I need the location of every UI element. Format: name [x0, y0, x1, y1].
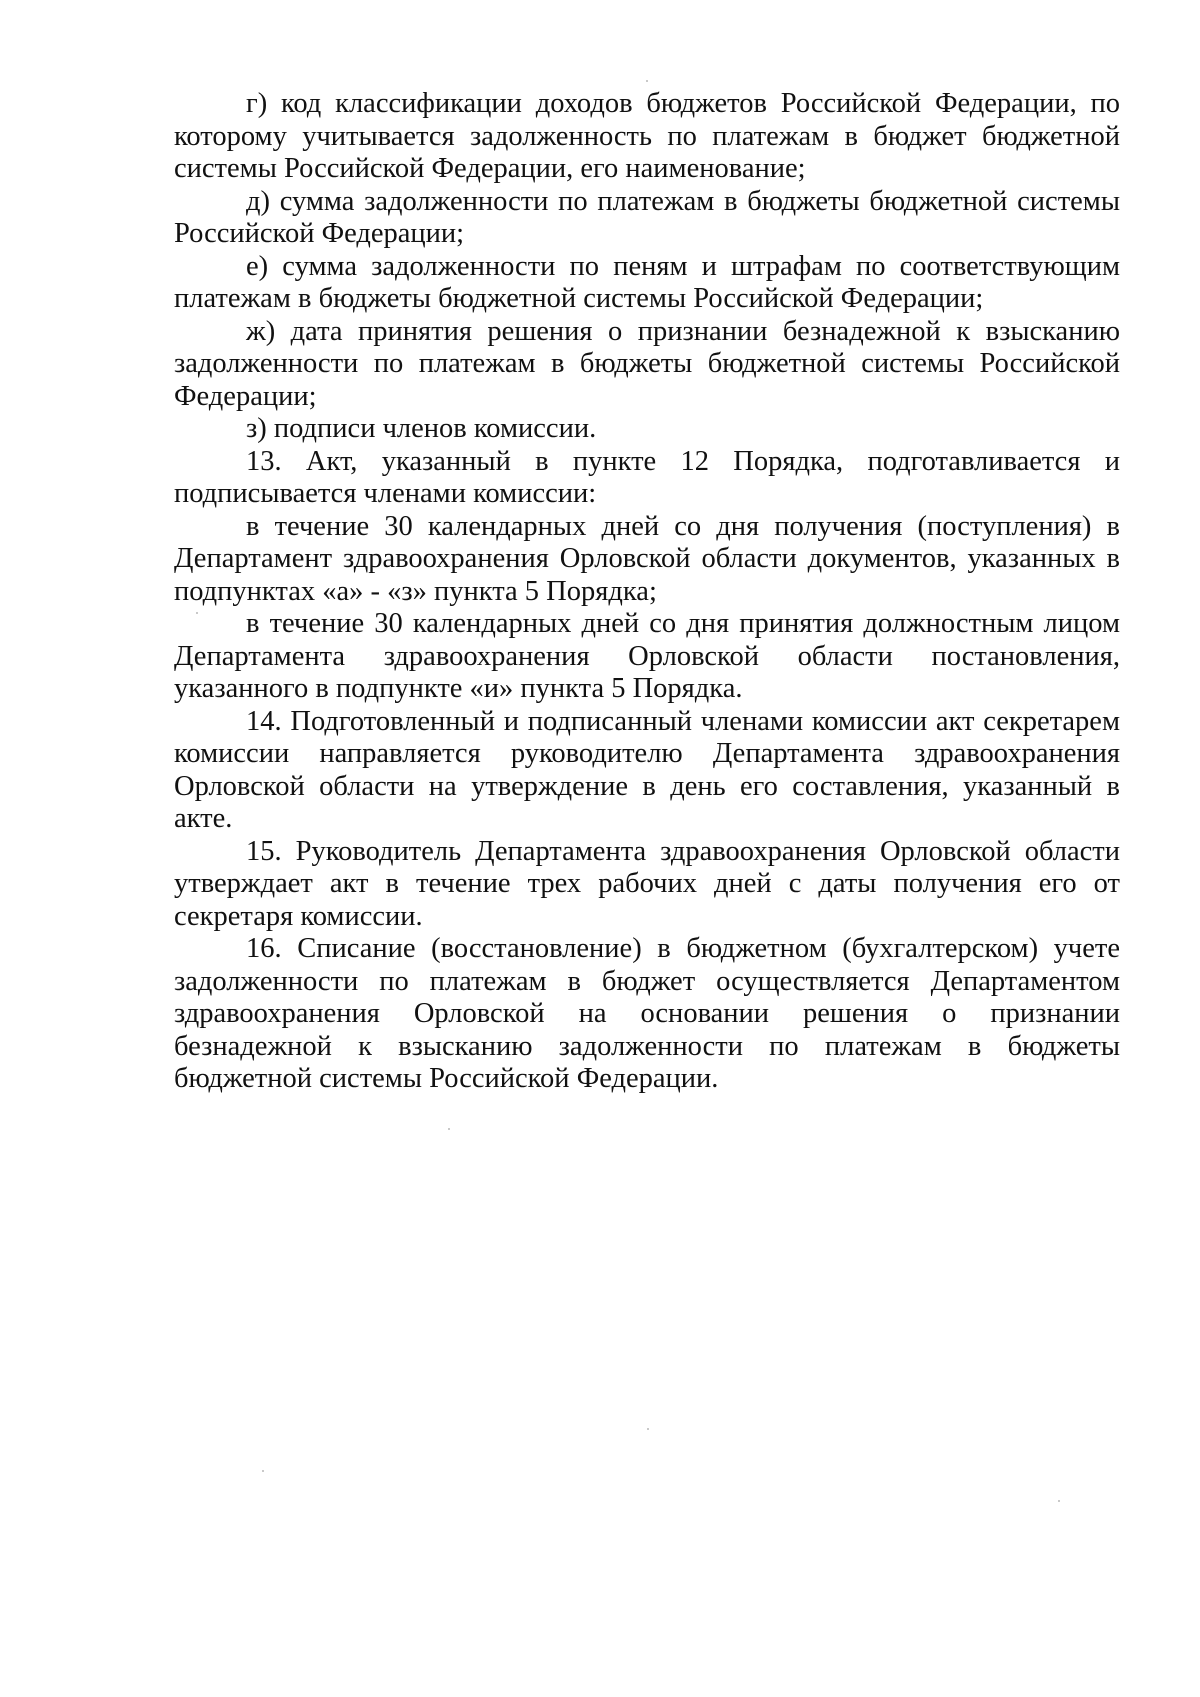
scan-speck	[1058, 1500, 1060, 1502]
paragraph-point-13-term-2: в течение 30 календарных дней со дня принятия должностным лицом Департамента здравоохранения Орловской области постановления, указанного в подпункте «и» пункта 5 Порядка.	[174, 608, 1120, 704]
paragraph-point-16: 16. Списание (восстановление) в бюджетном (бухгалтерском) учете задолженности по платежам в бюджет осуществляется Департаментом здравоохранения Орловской на основании решения о признании безнадежной к взысканию задолженности по платежам в бюджеты бюджетной системы Российской Федерации.	[174, 933, 1120, 1094]
paragraph-point-14: 14. Подготовленный и подписанный членами комиссии акт секретарем комиссии направляется руководителю Департамента здравоохранения Орловской области на утверждение в день его составления, указанный в акте.	[174, 705, 1120, 834]
paragraph-item-d: д) сумма задолженности по платежам в бюджеты бюджетной системы Российской Федерации;	[174, 185, 1120, 249]
scan-speck	[448, 1128, 450, 1130]
document-body	[174, 88, 1120, 1096]
paragraph-point-13: 13. Акт, указанный в пункте 12 Порядка, подготавливается и подписывается членами комиссии:	[174, 445, 1120, 509]
paragraph-item-zh: ж) дата принятия решения о признании безнадежной к взысканию задолженности по платежам в бюджеты бюджетной системы Российской Федерации;	[174, 315, 1120, 412]
scan-speck	[647, 1428, 649, 1430]
paragraph-point-13-term-1: в течение 30 календарных дней со дня получения (поступления) в Департамент здравоохранения Орловской области документов, указанных в подпунктах «а» - «з» пункта 5 Порядка;	[174, 510, 1120, 607]
scan-speck	[196, 612, 198, 614]
scan-speck	[646, 80, 648, 82]
paragraph-item-g: г) код классификации доходов бюджетов Российской Федерации, по которому учитывается задолженность по платежам в бюджет бюджетной системы Российской Федерации, его наименование;	[174, 88, 1120, 184]
scan-speck	[262, 1470, 264, 1472]
paragraph-point-15: 15. Руководитель Департамента здравоохранения Орловской области утверждает акт в течение трех рабочих дней с даты получения его от секретаря комиссии.	[174, 835, 1120, 932]
paragraph-item-e: е) сумма задолженности по пеням и штрафам по соответствующим платежам в бюджеты бюджетной системы Российской Федерации;	[174, 250, 1120, 314]
paragraph-item-z: з) подписи членов комиссии.	[246, 413, 597, 444]
